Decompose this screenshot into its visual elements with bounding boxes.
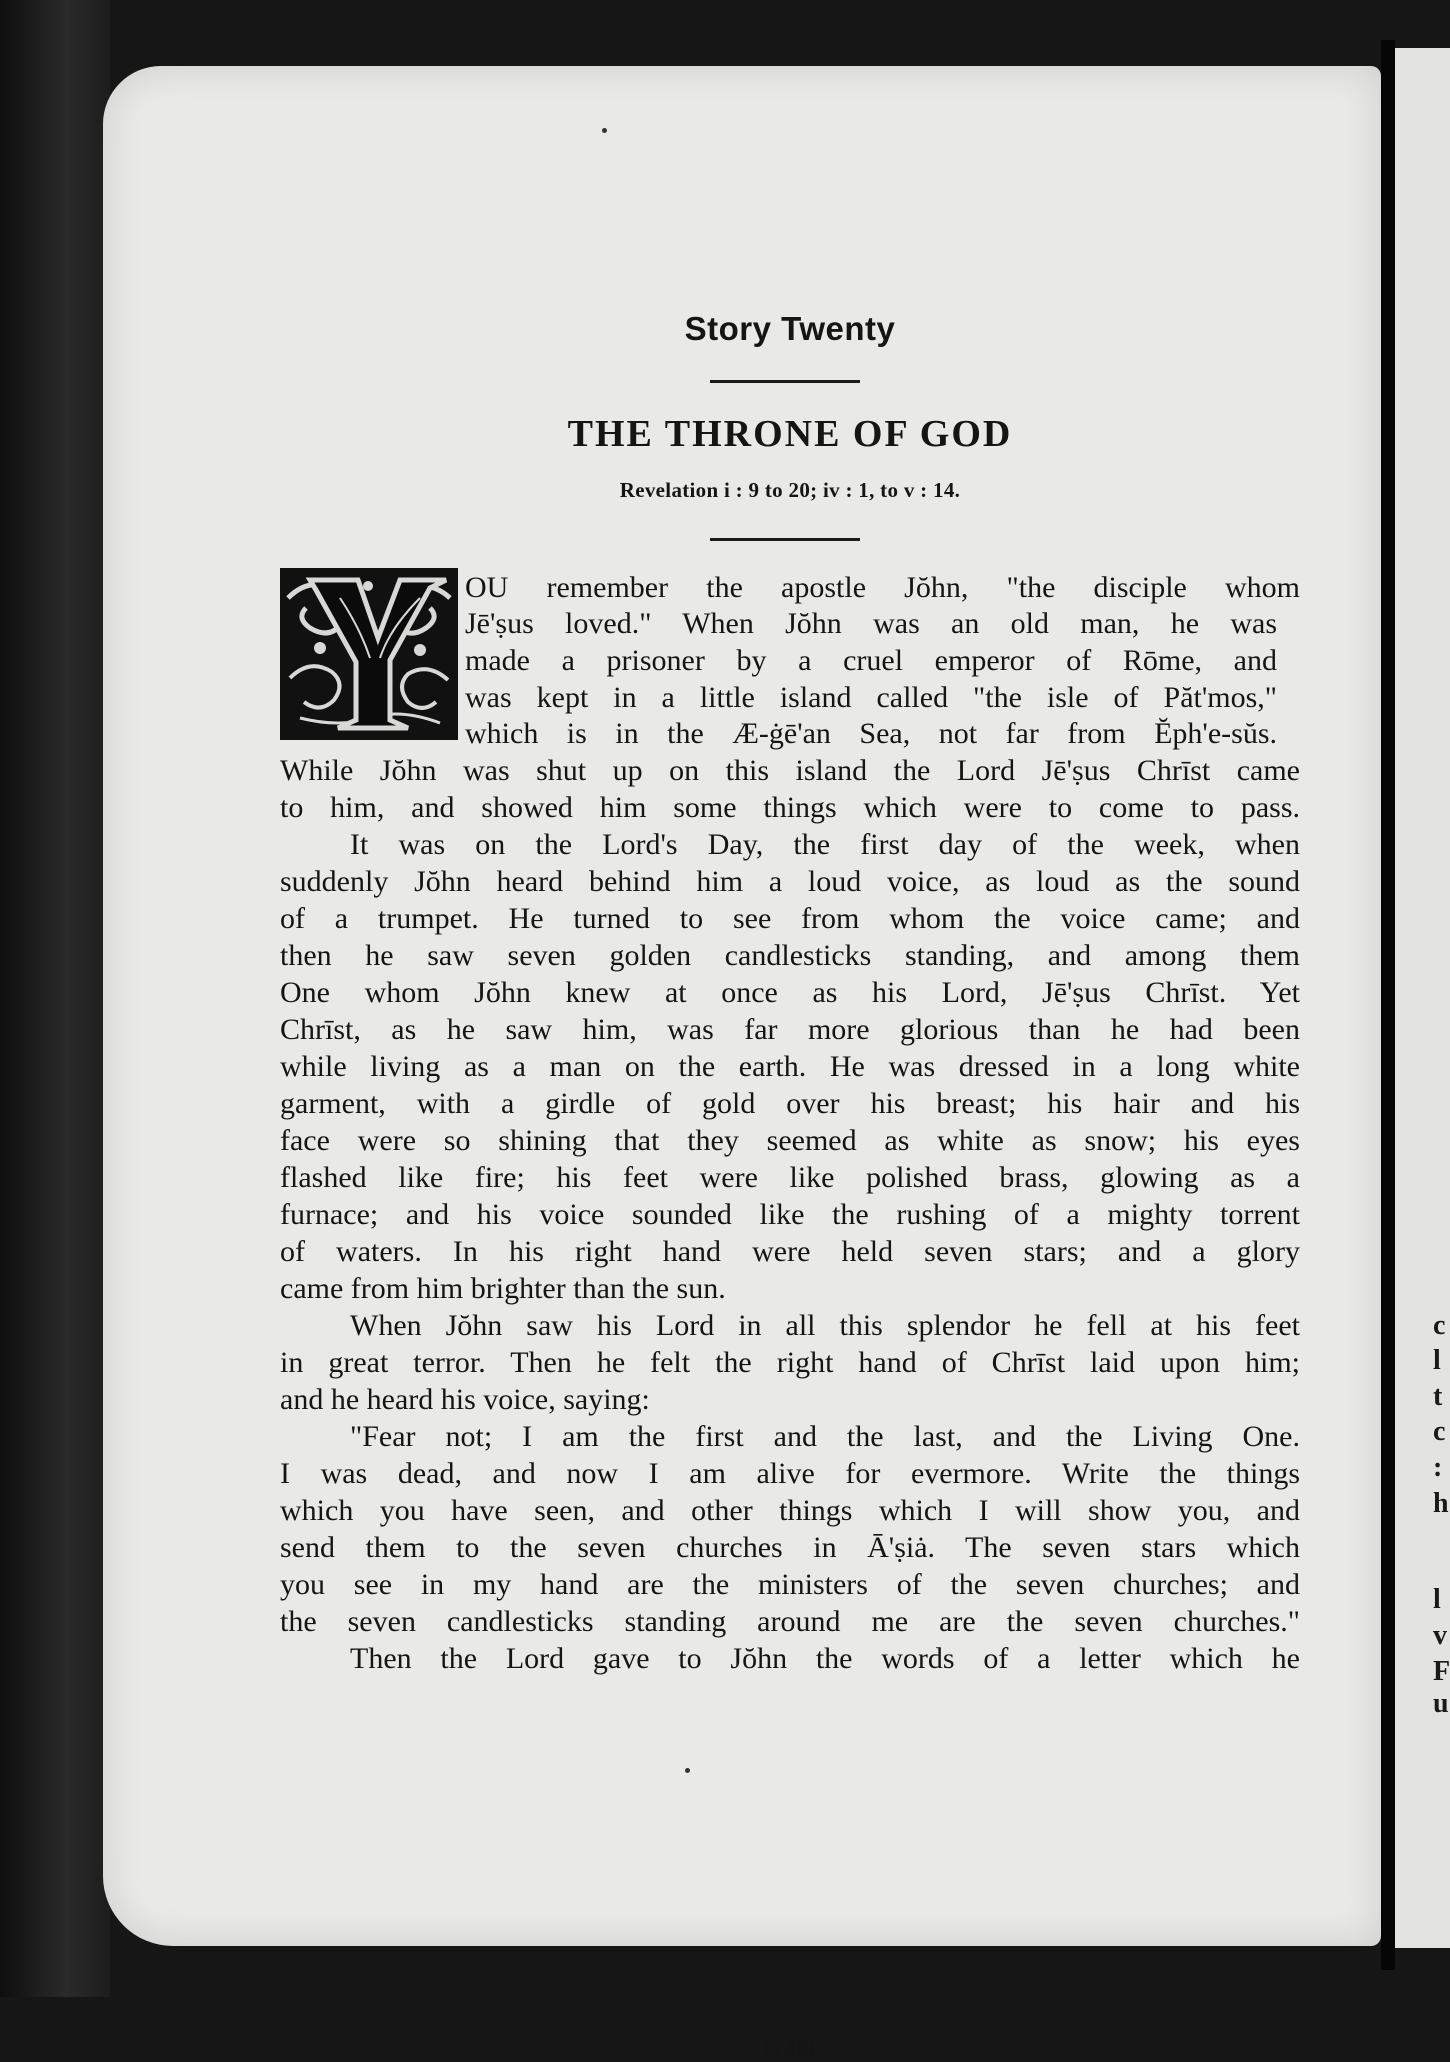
body-line: OU remember the apostle Jŏhn, "the disciple whom bbox=[465, 571, 1300, 604]
body-line: suddenly Jŏhn heard behind him a loud voice, as loud as the sound bbox=[280, 865, 1300, 898]
body-line: then he saw seven golden candlesticks standing, and among them bbox=[280, 939, 1300, 972]
drop-cap-ornament bbox=[280, 568, 458, 740]
body-line: while living as a man on the earth. He was dressed in a long white bbox=[280, 1050, 1300, 1083]
body-line: "Fear not; I am the first and the last, and the Living One. bbox=[350, 1420, 1300, 1453]
facing-page-fragment: v bbox=[1433, 1620, 1447, 1651]
facing-page-fragment: l bbox=[1433, 1345, 1441, 1376]
body-line: of waters. In his right hand were held seven stars; and a glory bbox=[280, 1235, 1300, 1268]
facing-page-fragment: t bbox=[1433, 1381, 1443, 1412]
heading-rule bbox=[710, 538, 860, 541]
body-line: garment, with a girdle of gold over his breast; his hair and his bbox=[280, 1087, 1300, 1120]
body-line: made a prisoner by a cruel emperor of Rōme, and bbox=[465, 644, 1277, 677]
body-line: It was on the Lord's Day, the first day of the week, when bbox=[350, 828, 1300, 861]
facing-page-fragment: h bbox=[1433, 1488, 1449, 1519]
body-line: I was dead, and now I am alive for evermore. Write the things bbox=[280, 1457, 1300, 1490]
paper-speck bbox=[602, 128, 607, 133]
body-line: When Jŏhn saw his Lord in all this splendor he fell at his feet bbox=[350, 1309, 1300, 1342]
facing-page-fragment: F bbox=[1433, 1656, 1450, 1687]
body-line: the seven candlesticks standing around me are the seven churches." bbox=[280, 1605, 1300, 1638]
ornamental-initial-y bbox=[280, 568, 458, 740]
book-gutter bbox=[1381, 40, 1395, 1970]
body-line: flashed like fire; his feet were like polished brass, glowing as a bbox=[280, 1161, 1300, 1194]
body-line: While Jŏhn was shut up on this island the Lord Jē'ṣus Chrīst came bbox=[280, 754, 1300, 787]
body-line: furnace; and his voice sounded like the rushing of a mighty torrent bbox=[280, 1198, 1300, 1231]
facing-page-edge bbox=[1395, 48, 1450, 1948]
facing-page-fragment: l bbox=[1433, 1584, 1441, 1615]
body-line: send them to the seven churches in Ā'ṣiȧ. The seven stars which bbox=[280, 1531, 1300, 1564]
body-line: in great terror. Then he felt the right hand of Chrīst laid upon him; bbox=[280, 1346, 1300, 1379]
body-line: which you have seen, and other things which I will show you, and bbox=[280, 1494, 1300, 1527]
body-line: you see in my hand are the ministers of the seven churches; and bbox=[280, 1568, 1300, 1601]
body-line: which is in the Æ-ġē'an Sea, not far from Ĕph'e-sŭs. bbox=[465, 717, 1277, 750]
facing-page-fragment: : bbox=[1433, 1452, 1443, 1483]
heading-rule bbox=[710, 380, 860, 383]
body-line: of a trumpet. He turned to see from whom the voice came; and bbox=[280, 902, 1300, 935]
body-line: One whom Jŏhn knew at once as his Lord, Jē'ṣus Chrīst. Yet bbox=[280, 976, 1300, 1009]
body-line: Then the Lord gave to Jŏhn the words of a letter which he bbox=[350, 1642, 1300, 1675]
body-line: face were so shining that they seemed as white as snow; his eyes bbox=[280, 1124, 1300, 1157]
facing-page-fragment: c bbox=[1433, 1310, 1446, 1341]
facing-page-fragment: c bbox=[1433, 1416, 1446, 1447]
scan-border-left bbox=[0, 0, 110, 1997]
body-line: Chrīst, as he saw him, was far more glorious than he had been bbox=[280, 1013, 1300, 1046]
body-line: to him, and showed him some things which were to come to pass. bbox=[280, 791, 1300, 824]
paper-speck bbox=[685, 1768, 690, 1773]
body-line: Jē'ṣus loved." When Jŏhn was an old man, he was bbox=[465, 607, 1277, 640]
story-label: Story Twenty bbox=[684, 310, 896, 347]
body-line: came from him brighter than the sun. bbox=[280, 1272, 726, 1305]
scripture-reference: Revelation i : 9 to 20; iv : 1, to v : 14. bbox=[619, 478, 961, 502]
chapter-title: THE THRONE OF GOD bbox=[567, 413, 1013, 455]
facing-page-fragment: u bbox=[1433, 1688, 1449, 1719]
body-line: was kept in a little island called "the isle of Păt'mos," bbox=[465, 681, 1277, 714]
body-line: and he heard his voice, saying: bbox=[280, 1383, 650, 1416]
page-number: (746) bbox=[764, 2035, 816, 2061]
